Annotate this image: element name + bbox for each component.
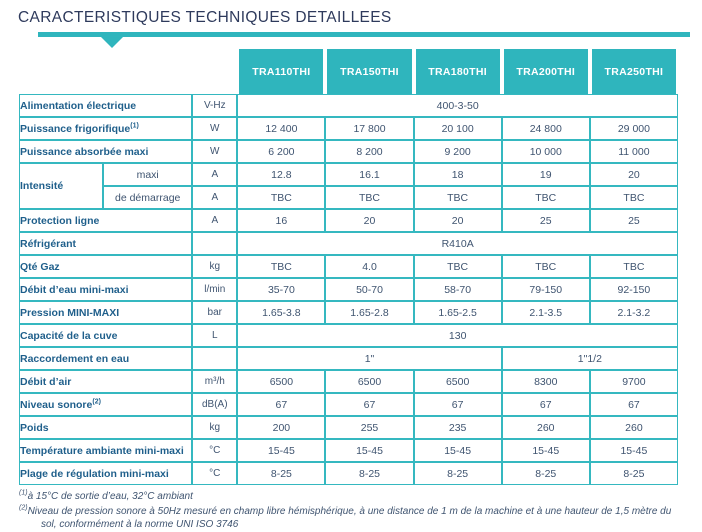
row-value-1: 16.1 xyxy=(325,163,413,186)
row-unit: m³/h xyxy=(192,370,237,393)
table-row xyxy=(19,117,678,140)
table-header xyxy=(19,49,678,94)
header-corner-cell xyxy=(19,49,237,94)
row-value-4: 8-25 xyxy=(590,462,678,485)
row-unit: dB(A) xyxy=(192,393,237,416)
row-value-0: 6 200 xyxy=(237,140,325,163)
row-label-text: Puissance frigorifique xyxy=(20,122,131,135)
table-row xyxy=(19,462,678,485)
row-unit: kg xyxy=(192,255,237,278)
row-value-1: 17 800 xyxy=(325,117,413,140)
table-row xyxy=(19,439,678,462)
footnote-1-text: à 15°C de sortie d’eau, 32°C ambiant xyxy=(27,491,193,503)
row-value-0: TBC xyxy=(237,186,325,209)
row-value-0: 12 400 xyxy=(237,117,325,140)
row-value-4: 260 xyxy=(590,416,678,439)
column-header-1: TRA150THI xyxy=(325,49,413,94)
row-value-1: TBC xyxy=(325,186,413,209)
row-value-1: 1.65-2.8 xyxy=(325,301,413,324)
row-value-2: 15-45 xyxy=(414,439,502,462)
row-label-footnote-marker: (1) xyxy=(130,122,139,130)
row-label-text: Alimentation électrique xyxy=(20,99,137,112)
row-value-merged: 130 xyxy=(237,324,678,347)
table-row xyxy=(19,94,678,117)
row-label xyxy=(19,278,192,301)
row-value-2: TBC xyxy=(414,186,502,209)
row-value-4: 20 xyxy=(590,163,678,186)
table-row xyxy=(19,393,678,416)
column-header-3: TRA200THI xyxy=(502,49,590,94)
table-row xyxy=(19,209,678,232)
page-title: CARACTERISTIQUES TECHNIQUES DETAILLEES xyxy=(18,9,392,26)
footnote-1 xyxy=(19,490,686,504)
row-value-merged: R410A xyxy=(237,232,678,255)
specification-table xyxy=(19,49,678,485)
row-value-2: 8-25 xyxy=(414,462,502,485)
row-value-3: 8-25 xyxy=(502,462,590,485)
row-unit: V-Hz xyxy=(192,94,237,117)
row-value-1: 255 xyxy=(325,416,413,439)
row-unit xyxy=(192,232,237,255)
row-label xyxy=(19,209,192,232)
row-label-text: Température ambiante mini-maxi xyxy=(20,444,184,457)
row-value-2: 58-70 xyxy=(414,278,502,301)
row-label-text: Débit d’eau mini-maxi xyxy=(20,283,129,296)
row-value-2: 20 100 xyxy=(414,117,502,140)
row-value-group-0: 1" xyxy=(237,347,501,370)
row-value-2: 6500 xyxy=(414,370,502,393)
row-value-0: 8-25 xyxy=(237,462,325,485)
row-label-text: Réfrigérant xyxy=(20,237,77,250)
row-label xyxy=(19,416,192,439)
column-header-2: TRA180THI xyxy=(414,49,502,94)
row-label xyxy=(19,347,192,370)
row-label xyxy=(19,255,192,278)
table-row xyxy=(19,140,678,163)
row-unit: l/min xyxy=(192,278,237,301)
row-value-4: 92-150 xyxy=(590,278,678,301)
row-unit: W xyxy=(192,140,237,163)
row-label-text: Capacité de la cuve xyxy=(20,329,118,342)
row-value-3: 67 xyxy=(502,393,590,416)
row-unit: W xyxy=(192,117,237,140)
title-block xyxy=(0,0,702,50)
row-value-2: 67 xyxy=(414,393,502,416)
table-row xyxy=(19,301,678,324)
row-value-1: 8-25 xyxy=(325,462,413,485)
row-value-1: 6500 xyxy=(325,370,413,393)
row-label-footnote-marker: (2) xyxy=(92,398,101,406)
row-label-text: Qté Gaz xyxy=(20,260,60,273)
row-value-3: 2.1-3.5 xyxy=(502,301,590,324)
row-label xyxy=(19,117,192,140)
row-value-4: TBC xyxy=(590,255,678,278)
row-value-3: 260 xyxy=(502,416,590,439)
accent-decoration xyxy=(18,32,702,50)
footnote-2-continuation: sol, conformément à la norme UNI ISO 3746 xyxy=(41,519,239,531)
row-value-3: 15-45 xyxy=(502,439,590,462)
row-value-2: TBC xyxy=(414,255,502,278)
row-value-0: 12.8 xyxy=(237,163,325,186)
table-row xyxy=(19,163,678,186)
row-value-0: 6500 xyxy=(237,370,325,393)
row-value-3: 19 xyxy=(502,163,590,186)
table-row xyxy=(19,416,678,439)
footnote-1-marker: (1) xyxy=(19,489,28,497)
row-sublabel: de démarrage xyxy=(103,186,192,209)
row-value-3: TBC xyxy=(502,186,590,209)
row-value-4: TBC xyxy=(590,186,678,209)
row-label-text: Protection ligne xyxy=(20,214,100,227)
column-header-4: TRA250THI xyxy=(590,49,678,94)
row-label xyxy=(19,324,192,347)
table-row xyxy=(19,370,678,393)
row-value-1: 15-45 xyxy=(325,439,413,462)
row-value-3: 24 800 xyxy=(502,117,590,140)
row-value-0: 67 xyxy=(237,393,325,416)
row-label xyxy=(19,370,192,393)
row-value-4: 29 000 xyxy=(590,117,678,140)
row-label-text: Niveau sonore xyxy=(20,398,93,411)
row-value-1: 8 200 xyxy=(325,140,413,163)
column-header-0: TRA110THI xyxy=(237,49,325,94)
footnote-2-text: Niveau de pression sonore à 50Hz mesuré en champ libre hémisphérique, à une distance de 1 m de la machine et à une hauteur de 1,5 mètre du xyxy=(27,505,672,517)
row-value-3: 8300 xyxy=(502,370,590,393)
row-value-3: 10 000 xyxy=(502,140,590,163)
table-row xyxy=(19,232,678,255)
row-label-text: Plage de régulation mini-maxi xyxy=(20,467,169,480)
spec-table-container xyxy=(0,49,702,485)
accent-bar xyxy=(38,32,690,37)
table-body xyxy=(19,94,678,485)
row-unit: L xyxy=(192,324,237,347)
chevron-down-icon xyxy=(101,37,123,48)
row-value-2: 18 xyxy=(414,163,502,186)
row-value-4: 67 xyxy=(590,393,678,416)
row-value-1: 67 xyxy=(325,393,413,416)
row-value-0: 1.65-3.8 xyxy=(237,301,325,324)
row-value-4: 2.1-3.2 xyxy=(590,301,678,324)
row-value-2: 235 xyxy=(414,416,502,439)
row-label-text: Débit d’air xyxy=(20,375,72,388)
row-label-text: Raccordement en eau xyxy=(20,352,130,365)
footnotes xyxy=(0,485,702,532)
row-label-text: Intensité xyxy=(20,180,64,193)
row-value-2: 9 200 xyxy=(414,140,502,163)
footnote-2 xyxy=(19,505,686,532)
row-label xyxy=(19,94,192,117)
row-label xyxy=(19,439,192,462)
row-label xyxy=(19,301,192,324)
row-value-1: 20 xyxy=(325,209,413,232)
row-unit: °C xyxy=(192,462,237,485)
row-label xyxy=(19,232,192,255)
row-unit: bar xyxy=(192,301,237,324)
row-value-4: 9700 xyxy=(590,370,678,393)
table-row xyxy=(19,255,678,278)
row-value-merged: 400-3-50 xyxy=(237,94,678,117)
row-value-3: 79-150 xyxy=(502,278,590,301)
row-unit: A xyxy=(192,186,237,209)
row-value-3: TBC xyxy=(502,255,590,278)
table-row xyxy=(19,278,678,301)
row-unit: °C xyxy=(192,439,237,462)
row-unit: kg xyxy=(192,416,237,439)
header-row xyxy=(19,49,678,94)
row-label xyxy=(19,462,192,485)
row-value-4: 11 000 xyxy=(590,140,678,163)
row-value-1: 50-70 xyxy=(325,278,413,301)
row-label-text: Pression MINI-MAXI xyxy=(20,306,120,319)
row-value-1: 4.0 xyxy=(325,255,413,278)
row-label xyxy=(19,140,192,163)
row-value-4: 25 xyxy=(590,209,678,232)
row-value-group-1: 1"1/2 xyxy=(502,347,678,370)
table-row xyxy=(19,324,678,347)
row-value-0: 16 xyxy=(237,209,325,232)
row-value-0: 200 xyxy=(237,416,325,439)
row-value-3: 25 xyxy=(502,209,590,232)
row-value-2: 20 xyxy=(414,209,502,232)
row-label-text: Poids xyxy=(20,421,49,434)
row-label xyxy=(19,163,103,209)
row-label-text: Puissance absorbée maxi xyxy=(20,145,149,158)
row-value-0: TBC xyxy=(237,255,325,278)
row-value-4: 15-45 xyxy=(590,439,678,462)
row-sublabel: maxi xyxy=(103,163,192,186)
row-value-0: 35-70 xyxy=(237,278,325,301)
row-unit: A xyxy=(192,209,237,232)
row-value-2: 1.65-2.5 xyxy=(414,301,502,324)
table-row xyxy=(19,186,678,209)
table-row xyxy=(19,347,678,370)
footnote-2-marker: (2) xyxy=(19,504,28,512)
row-value-0: 15-45 xyxy=(237,439,325,462)
row-unit: A xyxy=(192,163,237,186)
row-label xyxy=(19,393,192,416)
row-unit xyxy=(192,347,237,370)
